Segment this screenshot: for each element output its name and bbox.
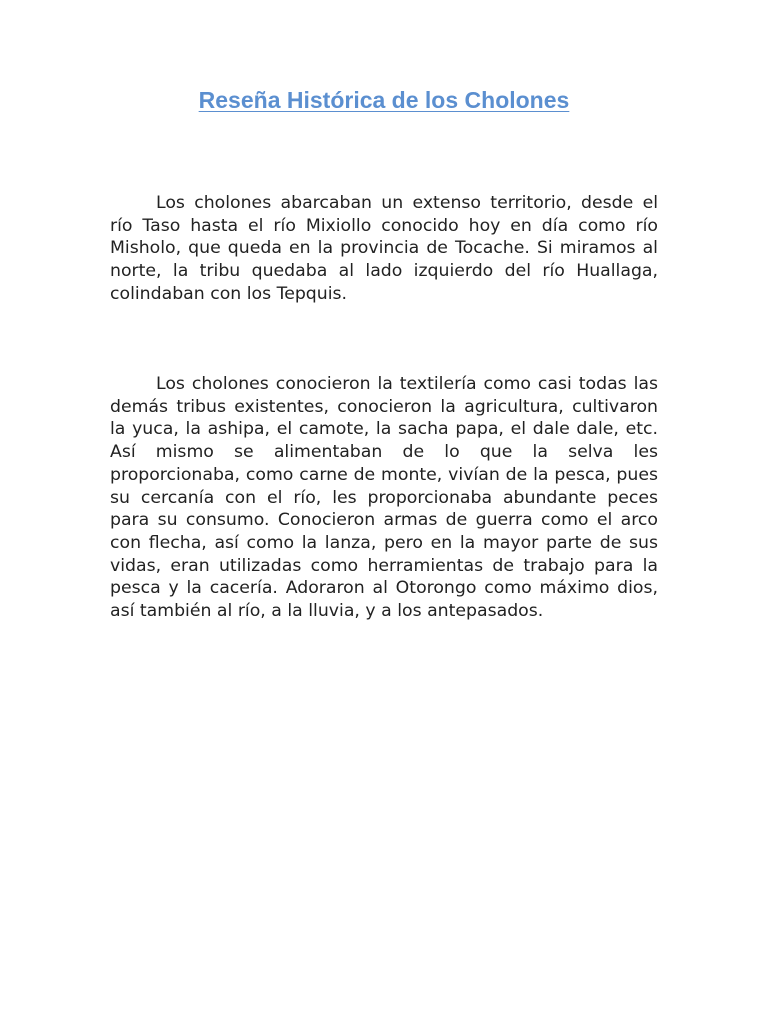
paragraph-1: Los cholones abarcaban un extenso territorio, desde el río Taso hasta el río Mixiollo conocido hoy en día como río Misholo, que queda en la provincia de Tocache. Si miramos al norte, la tribu quedaba al lado izquierdo del río Huallaga, colindaban con los Tepquis. (110, 193, 658, 304)
page-title: Reseña Histórica de los Cholones (198, 87, 570, 113)
paragraph-2: Los cholones conocieron la textilería como casi todas las demás tribus existentes, conocieron la agricultura, cultivaron la yuca, la ashipa, el camote, la sacha papa, el dale dale, etc. Así mismo se alimentaban de lo que la selva les proporcionaba, como carne de monte, vivían de la pesca, pues su cercanía con el río, les proporcionaba abundante peces para su consumo. Conocieron armas de guerra como el arco con flecha, así como la lanza, pero en la mayor parte de sus vidas, eran utilizadas como herramientas de trabajo para la pesca y la cacería. Adoraron al Otorongo como máximo dios, así también al río, a la lluvia, y a los antepasados. (110, 374, 658, 622)
